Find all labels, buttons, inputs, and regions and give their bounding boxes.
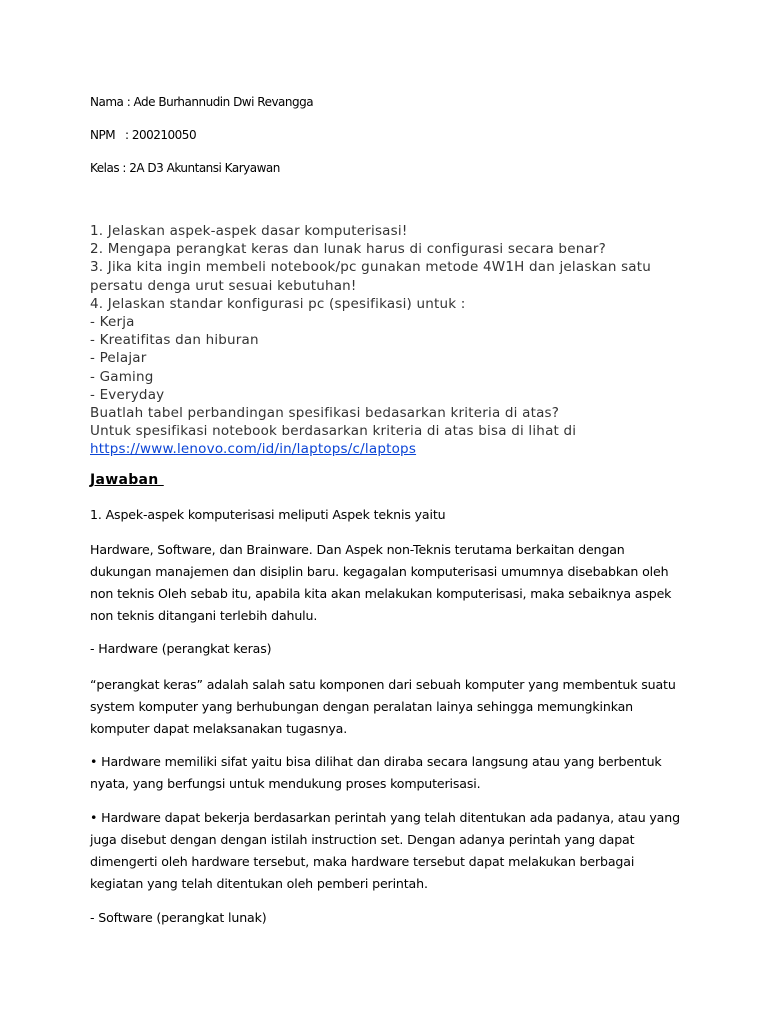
answer-line: nyata, yang berfungsi untuk mendukung proses komputerisasi. bbox=[90, 776, 481, 791]
answer-line: - Software (perangkat lunak) bbox=[90, 910, 267, 925]
answer-paragraph bbox=[90, 907, 690, 929]
question-line: 2. Mengapa perangkat keras dan lunak harus di configurasi secara benar? bbox=[90, 241, 607, 258]
question-line: persatu denga urut sesuai kebutuhan! bbox=[90, 277, 357, 294]
question-line: - Gaming bbox=[90, 368, 154, 385]
answer-line: kegiatan yang telah ditentukan oleh pemberi perintah. bbox=[90, 876, 428, 891]
answer-line: non teknis Oleh sebab itu, apabila kita akan melakukan komputerisasi, maka sebaiknya aspek bbox=[90, 586, 672, 601]
student-class: Kelas : 2A D3 Akuntansi Karyawan bbox=[90, 161, 280, 175]
answer-line: • Hardware memiliki sifat yaitu bisa dilihat dan diraba secara langsung atau yang berbentuk bbox=[90, 754, 662, 769]
answer-line: - Hardware (perangkat keras) bbox=[90, 641, 272, 656]
answer-paragraph bbox=[90, 504, 690, 526]
answer-line: komputer dapat melaksanakan tugasnya. bbox=[90, 721, 348, 736]
jawaban-heading: Jawaban bbox=[90, 472, 164, 488]
answer-paragraph bbox=[90, 751, 690, 795]
answer-line: 1. Aspek-aspek komputerisasi meliputi Aspek teknis yaitu bbox=[90, 507, 446, 522]
student-name: Nama : Ade Burhannudin Dwi Revangga bbox=[90, 95, 314, 109]
answer-line: Hardware, Software, dan Brainware. Dan Aspek non-Teknis terutama berkaitan dengan bbox=[90, 542, 625, 557]
question-list bbox=[90, 222, 690, 459]
question-line: - Kerja bbox=[90, 314, 135, 331]
question-line: 4. Jelaskan standar konfigurasi pc (spesifikasi) untuk : bbox=[90, 295, 466, 312]
answer-line: dimengerti oleh hardware tersebut, maka hardware tersebut dapat melakukan berbagai bbox=[90, 854, 635, 869]
question-line: - Everyday bbox=[90, 386, 165, 403]
answer-line: dukungan manajemen dan disiplin baru. kegagalan komputerisasi umumnya disebabkan oleh bbox=[90, 564, 669, 579]
question-line: - Pelajar bbox=[90, 350, 147, 367]
student-npm: NPM : 200210050 bbox=[90, 128, 197, 142]
question-line: Untuk spesifikasi notebook berdasarkan kriteria di atas bisa di lihat di bbox=[90, 423, 577, 440]
answer-paragraph bbox=[90, 807, 690, 895]
question-line: 3. Jika kita ingin membeli notebook/pc gunakan metode 4W1H dan jelaskan satu bbox=[90, 259, 652, 276]
question-line: Buatlah tabel perbandingan spesifikasi bedasarkan kriteria di atas? bbox=[90, 405, 560, 422]
answer-paragraph bbox=[90, 674, 690, 740]
answer-paragraph bbox=[90, 539, 690, 627]
answer-line: • Hardware dapat bekerja berdasarkan perintah yang telah ditentukan ada padanya, atau yang bbox=[90, 810, 680, 825]
answer-line: system komputer yang berhubungan dengan peralatan lainya sehingga memungkinkan bbox=[90, 699, 634, 714]
answer-line: “perangkat keras” adalah salah satu komponen dari sebuah komputer yang membentuk suatu bbox=[90, 677, 676, 692]
question-line: - Kreatifitas dan hiburan bbox=[90, 332, 259, 349]
answer-line: juga disebut dengan dengan istilah instruction set. Dengan adanya perintah yang dapat bbox=[90, 832, 635, 847]
answer-line: non teknis ditangani terlebih dahulu. bbox=[90, 608, 318, 623]
question-line: 1. Jelaskan aspek-aspek dasar komputerisasi! bbox=[90, 223, 408, 239]
answer-paragraph bbox=[90, 638, 690, 660]
lenovo-laptops-link[interactable]: https://www.lenovo.com/id/in/laptops/c/laptops bbox=[90, 441, 417, 458]
